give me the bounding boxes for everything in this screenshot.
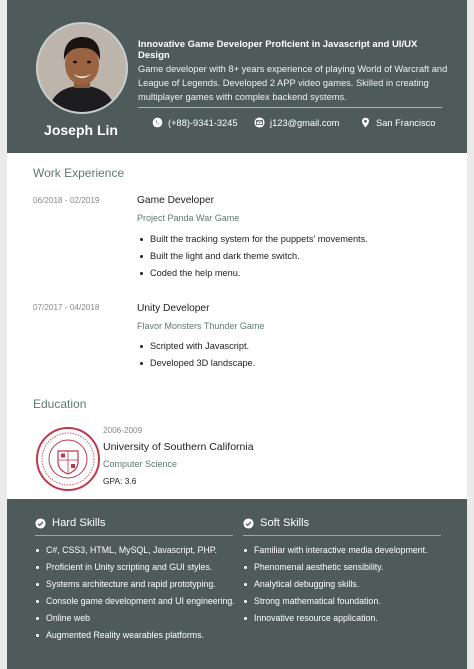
job-project: Project Panda War Game bbox=[137, 213, 240, 223]
skill-item: Familiar with interactive media development. bbox=[243, 544, 428, 561]
job-title: Unity Developer bbox=[137, 303, 210, 314]
soft-skills-title: Soft Skills bbox=[260, 517, 310, 529]
skill-item: Augmented Reality wearables platforms. bbox=[35, 629, 235, 646]
location-text: San Francisco bbox=[376, 117, 436, 128]
email-text: j123@gmail.com bbox=[270, 117, 340, 128]
contact-phone bbox=[152, 117, 238, 128]
education-dates: 2006-2009 bbox=[103, 426, 143, 435]
job-bullets bbox=[137, 233, 368, 284]
candidate-name: Joseph Lin bbox=[44, 122, 118, 138]
job-title: Game Developer bbox=[137, 195, 215, 206]
school-name: University of Southern California bbox=[103, 441, 254, 453]
job-project: Flavor Monsters Thunder Game bbox=[137, 321, 265, 331]
gpa: GPA: 3.6 bbox=[103, 476, 137, 486]
bullet-item: Scripted with Javascript. bbox=[137, 340, 255, 357]
skill-item: Innovative resource application. bbox=[243, 612, 428, 629]
check-circle-icon bbox=[35, 518, 46, 529]
skills-section bbox=[7, 499, 467, 669]
hard-skills-heading bbox=[35, 517, 105, 529]
bullet-item: Developed 3D landscape. bbox=[137, 357, 255, 374]
skill-item: Phenomenal aesthetic sensibility. bbox=[243, 561, 428, 578]
soft-skills-list bbox=[243, 544, 428, 629]
bullet-item: Built the tracking system for the puppets' movements. bbox=[137, 233, 368, 250]
location-pin-icon bbox=[360, 117, 371, 128]
check-circle-icon bbox=[243, 518, 254, 529]
skill-item: Proficient in Unity scripting and GUI styles. bbox=[35, 561, 235, 578]
header-divider bbox=[138, 107, 442, 108]
contact-email bbox=[254, 117, 339, 128]
soft-skills-heading bbox=[243, 517, 309, 529]
phone-text: (+88)-9341-3245 bbox=[168, 117, 238, 128]
work-experience-title: Work Experience bbox=[33, 166, 125, 180]
skill-item: Systems architecture and rapid prototyping. bbox=[35, 578, 235, 595]
contact-location bbox=[360, 117, 435, 128]
soft-skills-divider bbox=[243, 535, 441, 536]
job-dates: 06/2018 - 02/2019 bbox=[33, 196, 100, 205]
email-icon bbox=[254, 117, 265, 128]
bullet-item: Built the light and dark theme switch. bbox=[137, 250, 368, 267]
summary: Game developer with 8+ years experience of playing World of Warcraft and League of Legends. Developed 2 APP video games. Skilled in creating multiplayer games with complex backend systems. bbox=[138, 64, 448, 102]
hard-skills-divider bbox=[35, 535, 233, 536]
profile-photo bbox=[36, 22, 128, 114]
resume-page bbox=[7, 0, 467, 669]
university-seal-icon bbox=[35, 426, 101, 492]
job-dates: 07/2017 - 04/2018 bbox=[33, 303, 100, 312]
resume-header bbox=[7, 0, 467, 153]
job-bullets bbox=[137, 340, 255, 374]
bullet-item: Coded the help menu. bbox=[137, 267, 368, 284]
headline: Innovative Game Developer Proficient in Javascript and UI/UX Design bbox=[138, 39, 418, 61]
education-title: Education bbox=[33, 397, 87, 411]
skill-item: Online web bbox=[35, 612, 235, 629]
skill-item: Strong mathematical foundation. bbox=[243, 595, 428, 612]
hard-skills-title: Hard Skills bbox=[52, 517, 106, 529]
skill-item: Analytical debugging skills. bbox=[243, 578, 428, 595]
whatsapp-icon bbox=[152, 117, 163, 128]
hard-skills-list bbox=[35, 544, 235, 646]
skill-item: C#, CSS3, HTML, MySQL, Javascript, PHP. bbox=[35, 544, 235, 561]
skill-item: Console game development and UI engineering. bbox=[35, 595, 235, 612]
field-of-study: Computer Science bbox=[103, 459, 178, 469]
